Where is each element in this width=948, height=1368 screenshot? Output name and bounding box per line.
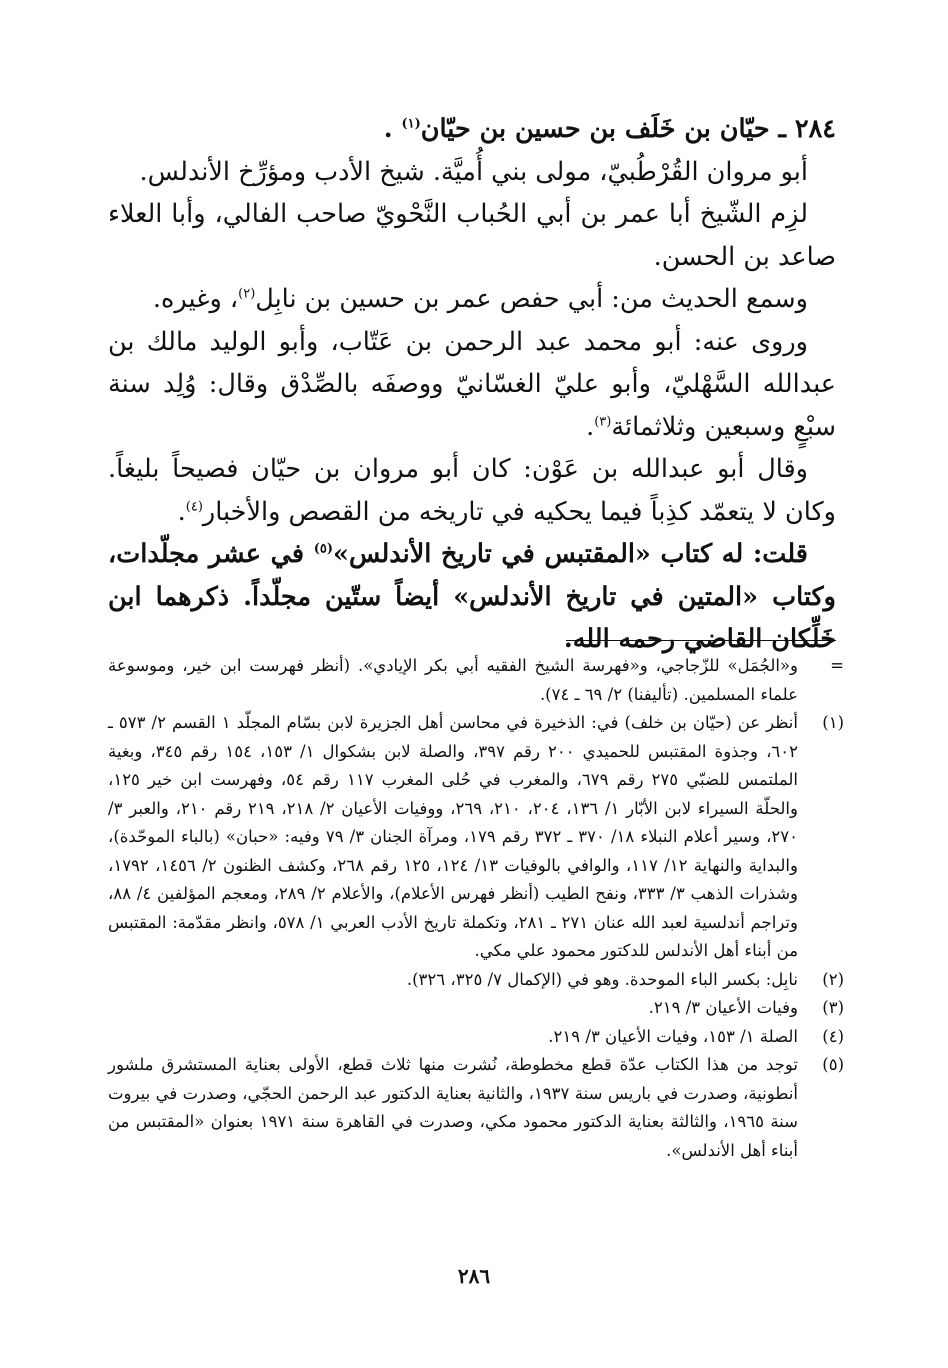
- footnote-divider: [566, 640, 836, 641]
- paragraph-praise-text: وقال أبو عبدالله بن عَوْن: كان أبو مروان بن حيّان فصيحاً بليغاً. وكان لا يتعمّد كذِباً فيما يحكيه في تاريخه من القصص والأخبار: [108, 454, 836, 527]
- paragraph-books: [108, 533, 836, 661]
- footnote-number: =: [830, 656, 844, 675]
- paragraph-lineage: أبو مروان القُرْطُبيّ، مولى بني أُميَّة. شيخ الأدب ومؤرِّخ الأندلس.: [139, 156, 808, 187]
- footnote-marker-2: (٢): [238, 286, 256, 302]
- paragraph-praise: [108, 448, 836, 533]
- footnote: [108, 652, 844, 709]
- footnote-number: (٢): [822, 969, 844, 989]
- footnote: [108, 1051, 844, 1165]
- entry-title-text: ٢٨٤ ـ حيّان بن خَلَف بن حسين بن حيّان: [420, 114, 836, 144]
- footnote-text: أنظر عن (حيّان بن خلف) في: الذخيرة في محاسن أهل الجزيرة لابن بسّام المجلّد ١ القسم ٢/ ٥٧٣ ـ ٦٠٢، وجذوة المقتبس للحميدي ٢٠٠ رقم ٣٩٧، والصلة لابن بشكوال ١/ ١٥٣، ١٥٤ رقم ٣٤٥، وبغية الملتمس للضبّي ٢٧٥ رقم ٦٧٩، والمغرب في حُلى المغرب ١١٧ رقم ٥٤، وفهرست ابن خير ١٢٥، والحلّة السيراء لابن الأبّار ١/ ١٣٦، ٢٠٤، ٢١٠، ٢٦٩، ووفيات الأعيان ٢/ ٢١٨، ٢١٩ رقم ٢١٠، والعبر ٣/ ٢٧٠، وسير أعلام النبلاء ١٨/ ٣٧٠ ـ ٣٧٢ رقم ١٧٩، ومرآة الجنان ٣/ ٧٩ وفيه: «حبان» (بالباء الموحّدة)، والبداية والنهاية ١٢/ ١١٧، والوافي بالوفيات ١٣/ ١٢٤، ١٢٥ رقم ٢٦٨، وكشف الظنون ٢/ ١٤٥٦، ١٧٩٢، وشذرات الذهب ٣/ ٣٣٣، ونفح الطيب (أنظر فهرس الأعلام)، والأعلام ٢/ ٢٨٩، ومعجم المؤلفين ٤/ ٨٨، وتراجم أندلسية لعبد الله عنان ٢٧١ ـ ٢٨١، وتكملة تاريخ الأدب العربي ١/ ٥٧٨، وانظر مقدّمة: المقتبس من أبناء أهل الأندلس للدكتور محمود علي مكي.: [108, 713, 799, 960]
- paragraph-hadith-text: وسمع الحديث من: أبي حفص عمر بن حسين بن نابِل: [255, 284, 808, 314]
- paragraph-books-text: قلت: له كتاب «المقتبس في تاريخ الأندلس»: [333, 539, 808, 569]
- footnote-text: توجد من هذا الكتاب عدّة قطع مخطوطة، نُشرت منها ثلاث قطع، الأولى بعناية المستشرق ملشور أنطونية، وصدرت في باريس سنة ١٩٣٧، والثانية بعناية الدكتور عبد الرحمن الحجّي، وصدرت في بيروت سنة ١٩٦٥، والثالثة بعناية الدكتور محمود مكي، وصدرت في القاهرة سنة ١٩٧١ بعنوان «المقتبس من أبناء أهل الأندلس».: [108, 1055, 798, 1160]
- paragraph-hadith: [108, 278, 836, 321]
- footnote-text: نابِل: بكسر الباء الموحدة. وهو في (الإكمال ٧/ ٣٢٥، ٣٢٦).: [406, 969, 798, 989]
- main-text: [108, 108, 836, 661]
- footnote-number: (٤): [822, 1026, 844, 1046]
- paragraph-students: [108, 321, 836, 449]
- paragraph-students-text: وروى عنه: أبو محمد عبد الرحمن بن عَتّاب، وأبو الوليد مالك بن عبدالله السَّهْليّ، وأبو عليّ الغسّانيّ ووصفَه بالصِّدْق وقال: وُلِد سنة سبْعٍ وسبعين وثلاثمائة: [108, 326, 836, 442]
- paragraph-books-end: في عشر مجلّدات، وكتاب «المتين في تاريخ الأندلس» أيضاً ستّين مجلّداً. ذكرهما ابن خَلِّكان القاضي رحمه الله.: [108, 539, 836, 654]
- footnote: [108, 709, 844, 966]
- paragraph-teachers: لزِم الشّيخ أبا عمر بن أبي الحُباب النَّحْويّ صاحب الفالي، وأبا العلاء صاعد بن الحسن.: [108, 199, 836, 272]
- paragraph-students-end: .: [586, 411, 595, 442]
- entry-title: [108, 108, 836, 151]
- entry-title-end: .: [383, 114, 402, 144]
- footnote: [108, 994, 844, 1023]
- footnote-marker-1: (١): [401, 116, 421, 132]
- page-number: ٢٨٦: [457, 1264, 491, 1288]
- footnote: [108, 966, 844, 995]
- footnote-marker-5: (٥): [313, 541, 334, 557]
- paragraph-hadith-end: ، وغيره.: [152, 284, 239, 314]
- footnote: [108, 1023, 844, 1052]
- paragraph-praise-end: .: [177, 496, 186, 527]
- footnote-number: (٣): [822, 998, 844, 1017]
- footnote-number: (١): [822, 713, 844, 732]
- footnote-number: (٥): [822, 1055, 844, 1074]
- footnote-text: وفيات الأعيان ٣/ ٢١٩.: [648, 998, 798, 1017]
- footnotes: [108, 652, 844, 1165]
- footnote-marker-3: (٣): [594, 414, 612, 429]
- footnote-text: و«الجُمَل» للزّجاجي، و«فهرسة الشيخ الفقيه أبي بكر الإيادي». (أنظر فهرست ابن خير، وموسوعة علماء المسلمين. (تأليفنا) ٢/ ٦٩ ـ ٧٤).: [108, 656, 798, 704]
- footnote-text: الصلة ١/ ١٥٣، وفيات الأعيان ٣/ ٢١٩.: [548, 1026, 798, 1046]
- footnote-marker-4: (٤): [185, 499, 203, 514]
